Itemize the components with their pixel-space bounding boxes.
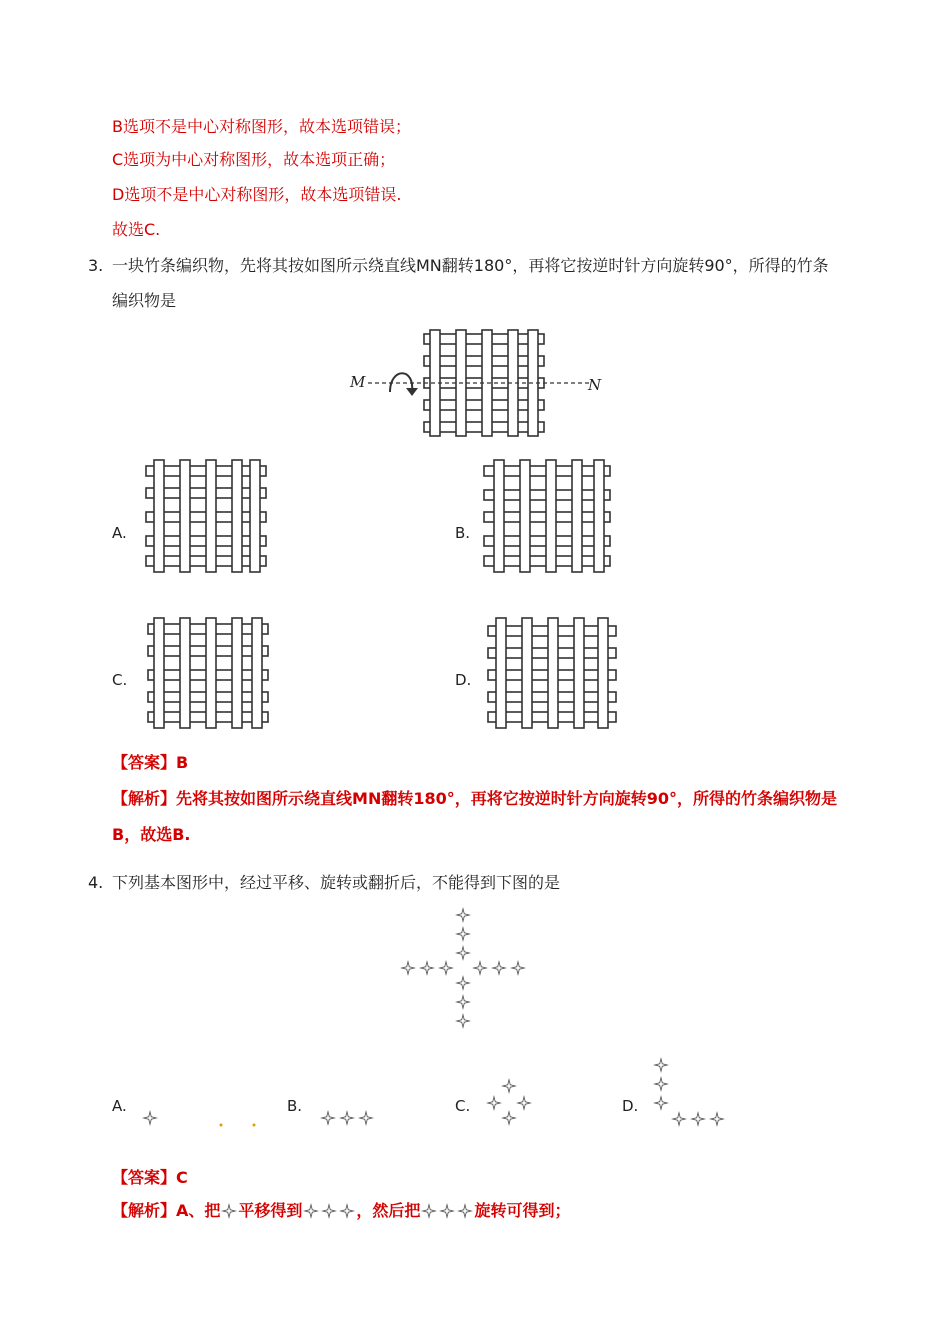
q3-option-c-figure[interactable] <box>148 618 268 728</box>
q4-explain-part2: 平移得到 <box>238 1201 303 1220</box>
q4-option-a-label: A. <box>112 1097 127 1115</box>
q4-option-a-figure[interactable] <box>140 1108 160 1128</box>
q4-explain-line <box>112 1200 570 1222</box>
q4-option-b-label: B. <box>287 1097 303 1115</box>
q4-explain-tag: 【解析】 <box>112 1201 177 1220</box>
analysis-line-b: B选项不是中心对称图形，故本选项错误； <box>112 117 411 136</box>
label-n: N <box>588 376 602 394</box>
q3-answer <box>112 752 188 774</box>
q4-explain-part4: 旋转可得到； <box>474 1201 571 1220</box>
q3-option-a-label: A. <box>112 524 127 542</box>
q3-answer-value: B <box>176 753 189 772</box>
star-icon <box>220 1202 238 1220</box>
decorative-dots <box>218 1121 258 1129</box>
q3-explain-text: 先将其按如图所示绕直线MN翻转180°，再将它按逆时针方向旋转90°，所得的竹条编织物是 <box>176 789 837 808</box>
q4-explain-part3: ，然后把 <box>356 1201 421 1220</box>
q4-option-b-figure[interactable] <box>318 1108 378 1128</box>
analysis-line-c: C选项为中心对称图形，故本选项正确； <box>112 150 396 169</box>
q4-answer-value: C <box>176 1168 188 1187</box>
analysis-conclusion: 故选C. <box>112 220 161 239</box>
question-3-text-line1: 一块竹条编织物，先将其按如图所示绕直线MN翻转180°，再将它按逆时针方向旋转90°，所得的竹条 <box>112 256 829 275</box>
question-3-number: 3. <box>88 256 104 275</box>
q3-option-d-figure[interactable] <box>488 618 616 728</box>
q4-cross-figure <box>398 905 528 1031</box>
q3-answer-tag: 【答案】 <box>112 753 177 772</box>
q4-option-d-figure[interactable] <box>650 1055 728 1129</box>
q4-option-d-label: D. <box>622 1097 639 1115</box>
q4-option-c-figure[interactable] <box>484 1076 534 1128</box>
question-3-text-line2: 编织物是 <box>112 291 177 310</box>
star-row-icon-2 <box>420 1202 474 1220</box>
question-4-number: 4. <box>88 873 104 892</box>
q4-answer <box>112 1167 188 1189</box>
q4-explain-part1: A、把 <box>176 1201 221 1220</box>
q4-option-c-label: C. <box>455 1097 471 1115</box>
q3-explain-line1 <box>112 788 837 810</box>
q3-explain-line2: B，故选B. <box>112 825 191 844</box>
q3-option-b-label: B. <box>455 524 471 542</box>
q3-option-d-label: D. <box>455 671 472 689</box>
q3-option-c-label: C. <box>112 671 128 689</box>
star-row-icon <box>302 1202 356 1220</box>
q4-answer-tag: 【答案】 <box>112 1168 177 1187</box>
label-m: M <box>350 373 366 391</box>
q3-option-b-figure[interactable] <box>484 460 610 572</box>
mn-axis <box>350 362 610 402</box>
question-4-text: 下列基本图形中，经过平移、旋转或翻折后，不能得到下图的是 <box>112 873 561 892</box>
analysis-line-d: D选项不是中心对称图形，故本选项错误. <box>112 185 402 204</box>
q3-explain-tag: 【解析】 <box>112 789 177 808</box>
q3-option-a-figure[interactable] <box>146 460 266 572</box>
